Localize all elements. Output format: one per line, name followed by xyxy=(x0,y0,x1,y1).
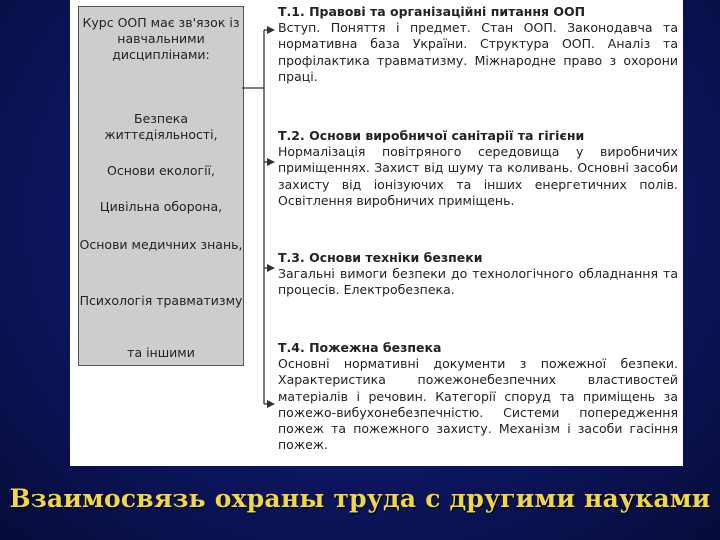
slide-caption: Взаимосвязь охраны труда с другими науками xyxy=(9,484,711,513)
topic-3 xyxy=(278,250,678,299)
subject-item: Цивільна оборона, xyxy=(99,199,223,214)
diagram-image xyxy=(70,0,683,466)
topic-title: Т.2. Основи виробничої санітарії та гігієни xyxy=(278,128,585,143)
panel-heading: Курс ООП має зв'язок із навчальними дисциплінами: xyxy=(82,15,240,62)
arrow-head-3 xyxy=(267,264,275,272)
subject-item: та іншими xyxy=(127,345,195,360)
topic-1 xyxy=(278,4,678,85)
arrow-head-2 xyxy=(267,158,275,166)
subject-item: Основи екології, xyxy=(106,163,215,178)
topic-title: Т.3. Основи техніки безпеки xyxy=(278,250,483,265)
topic-4 xyxy=(278,340,678,453)
arrow-head-1 xyxy=(267,26,275,34)
topic-title: Т.1. Правові та організаційні питання ООП xyxy=(278,4,586,19)
topic-text: Загальні вимоги безпеки до технологічного обладнання та процесів. Електробезпека. xyxy=(278,266,678,298)
topic-text: Нормалізація повітряного середовища у виробничих приміщеннях. Захист від шуму та коливань. Основні засоби захисту від іонізуючих та інших енергетичних полів. Освітлення виробничих приміщень. xyxy=(278,144,678,208)
subject-item: Психологія травматизму xyxy=(79,293,243,308)
topic-2 xyxy=(278,128,678,209)
arrow-head-4 xyxy=(267,400,275,408)
topic-title: Т.4. Пожежна безпека xyxy=(278,340,442,355)
subject-item: Основи медичних знань, xyxy=(79,237,243,252)
topic-text: Вступ. Поняття і предмет. Стан ООП. Законодавча та нормативна база України. Структура ООП. Аналіз та профілактика травматизму. Міжнародне право з охорони праці. xyxy=(278,20,678,84)
subject-item: Безпека життєдіяльності, xyxy=(104,111,218,142)
topic-text: Основні нормативні документи з пожежної безпеки. Характеристика пожежонебезпечних властивостей матеріалів і речовин. Категорії споруд та приміщень за пожежо-вибухонебезпечністю. Системи попередження пожеж та пожежного захисту. Механізм і засоби гасіння пожеж. xyxy=(278,356,678,453)
